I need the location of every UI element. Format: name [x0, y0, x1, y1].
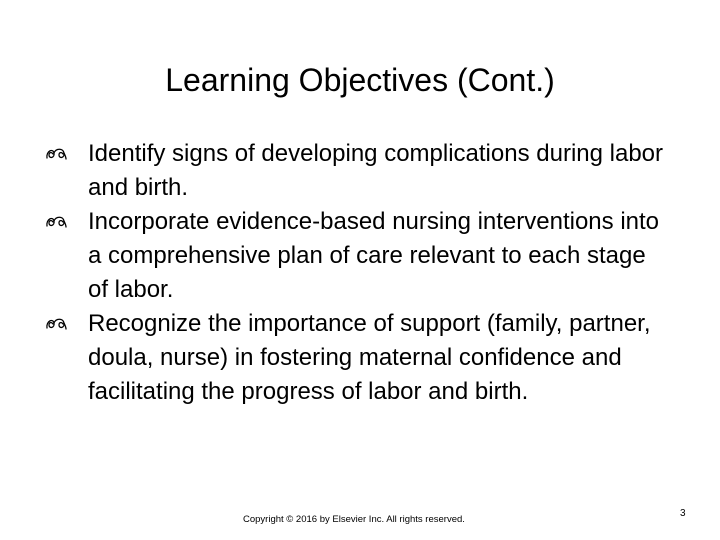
copyright-footer: Copyright © 2016 by Elsevier Inc. All rights reserved.	[243, 514, 465, 525]
bullet-text: Identify signs of developing complications during labor and birth.	[88, 140, 664, 201]
bullet-item	[45, 205, 665, 307]
bullet-item	[45, 137, 665, 205]
flourish-bullet-icon	[45, 145, 67, 163]
slide-title: Learning Objectives (Cont.)	[165, 62, 555, 98]
bullet-text: Recognize the importance of support (family, partner, doula, nurse) in fostering maternal confidence and facilitating the progress of labor and birth.	[88, 310, 651, 405]
flourish-bullet-icon	[45, 213, 67, 231]
page-number: 3	[680, 508, 686, 519]
bullet-list	[45, 137, 665, 409]
flourish-bullet-icon	[45, 315, 67, 333]
bullet-text: Incorporate evidence-based nursing interventions into a comprehensive plan of care relevant to each stage of labor.	[88, 208, 660, 303]
bullet-item	[45, 307, 665, 409]
